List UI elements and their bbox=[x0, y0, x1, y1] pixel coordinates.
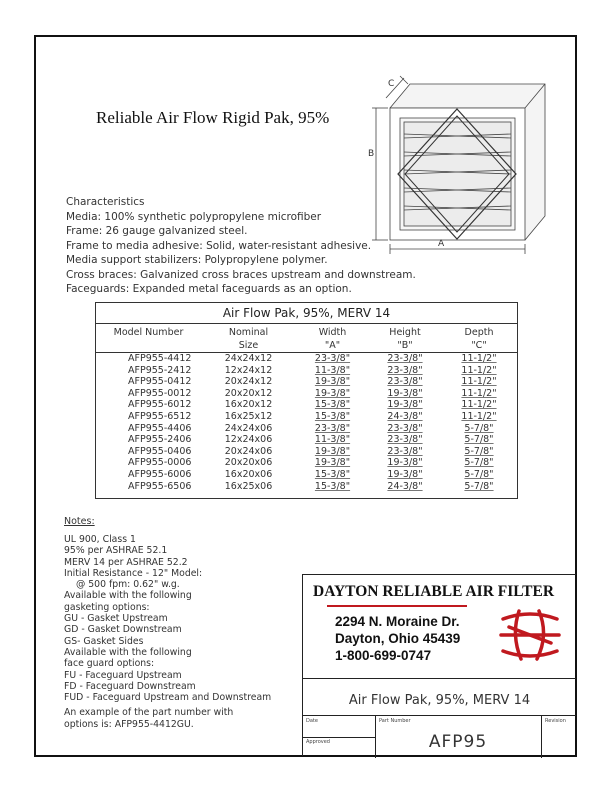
note-line: Available with the following bbox=[64, 646, 192, 658]
characteristic-line: Media: 100% synthetic polypropylene microfiber bbox=[66, 211, 322, 223]
table-row bbox=[96, 388, 517, 400]
table-cell: 16x25x12 bbox=[224, 410, 273, 422]
dim-label-a: A bbox=[438, 239, 445, 249]
table-row bbox=[96, 376, 517, 388]
table-row bbox=[96, 353, 517, 365]
note-line: Initial Resistance - 12" Model: bbox=[64, 567, 203, 579]
table-cell: AFP955-2406 bbox=[128, 434, 192, 446]
note-line: options is: AFP955-4412GU. bbox=[64, 718, 194, 730]
label-approved: Approved bbox=[306, 739, 330, 745]
table-cell: AFP955-0006 bbox=[128, 457, 192, 469]
table-cell: 24-3/8" bbox=[387, 480, 423, 492]
table-cell: AFP955-6006 bbox=[128, 468, 192, 480]
characteristic-line: Frame: 26 gauge galvanized steel. bbox=[66, 225, 248, 238]
table-row bbox=[96, 481, 517, 493]
notes-list bbox=[64, 534, 304, 730]
table-cell: 23-3/8" bbox=[387, 376, 423, 388]
note-line: @ 500 fpm: 0.62" w.g. bbox=[76, 579, 180, 591]
title-block-grid bbox=[303, 715, 576, 758]
characteristic-line: Frame to media adhesive: Solid, water-resistant adhesive. bbox=[66, 239, 372, 252]
header-depth: Depth "C" bbox=[464, 327, 494, 351]
table-cell: AFP955-6506 bbox=[128, 480, 192, 492]
table-cell: 15-3/8" bbox=[314, 480, 351, 492]
note-line: FD - Faceguard Downstream bbox=[64, 680, 196, 692]
table-cell: AFP955-0012 bbox=[128, 387, 192, 399]
address-street: 2294 N. Moraine Dr. bbox=[335, 614, 460, 629]
table-cell: 20x20x12 bbox=[224, 387, 273, 399]
table-cell: 12x24x12 bbox=[224, 364, 273, 376]
label-revision: Revision bbox=[545, 718, 566, 724]
table-cell: 23-3/8" bbox=[387, 445, 423, 457]
table-cell: 23-3/8" bbox=[387, 353, 423, 364]
table-cell: 23-3/8" bbox=[314, 422, 351, 434]
note-line: GU - Gasket Upstream bbox=[64, 613, 168, 625]
header-width: Width "A" bbox=[318, 327, 347, 351]
table-cell: 24x24x12 bbox=[224, 353, 273, 364]
table-cell: 24x24x06 bbox=[224, 422, 273, 434]
note-line: Available with the following bbox=[64, 590, 192, 602]
table-cell: AFP955-6512 bbox=[128, 410, 192, 422]
characteristic-line: Faceguards: Expanded metal faceguards as an option. bbox=[66, 283, 352, 296]
characteristic-line: Media support stabilizers: Polypropylene polymer. bbox=[66, 254, 328, 267]
table-cell: 23-3/8" bbox=[314, 353, 351, 364]
table-row bbox=[96, 446, 517, 458]
table-cell: 11-1/2" bbox=[461, 353, 497, 364]
table-cell: 20x20x06 bbox=[224, 457, 273, 469]
table-cell: 5-7/8" bbox=[464, 457, 494, 469]
table-cell: 19-3/8" bbox=[387, 387, 423, 399]
table-cell: 11-1/2" bbox=[461, 376, 497, 388]
table-row bbox=[96, 434, 517, 446]
table-cell: 19-3/8" bbox=[387, 457, 423, 469]
table-cell: 5-7/8" bbox=[464, 480, 494, 492]
table-cell: 5-7/8" bbox=[464, 422, 494, 434]
company-logo-icon bbox=[495, 605, 565, 665]
notes-heading: Notes: bbox=[64, 516, 95, 527]
note-line: 95% per ASHRAE 52.1 bbox=[64, 545, 168, 557]
table-cell: 11-3/8" bbox=[314, 364, 351, 376]
table-cell: 19-3/8" bbox=[387, 468, 423, 480]
note-line: MERV 14 per ASHRAE 52.2 bbox=[64, 556, 188, 568]
table-cell: 19-3/8" bbox=[314, 376, 351, 388]
table-cell: 16x20x06 bbox=[224, 468, 273, 480]
table-cell: AFP955-6012 bbox=[128, 399, 192, 411]
table-cell: 5-7/8" bbox=[464, 468, 494, 480]
note-line: FU - Faceguard Upstream bbox=[64, 669, 182, 681]
table-cell: 11-1/2" bbox=[461, 410, 497, 422]
table-cell: AFP955-0406 bbox=[128, 445, 192, 457]
spec-table-body bbox=[96, 353, 517, 492]
table-row bbox=[96, 365, 517, 377]
table-cell: 20x24x06 bbox=[224, 445, 273, 457]
table-cell: 19-3/8" bbox=[314, 387, 351, 399]
table-cell: 11-1/2" bbox=[461, 364, 497, 376]
table-cell: 11-1/2" bbox=[461, 387, 497, 399]
table-cell: 16x20x12 bbox=[224, 399, 273, 411]
note-line: GD - Gasket Downstream bbox=[64, 624, 182, 636]
table-cell: 23-3/8" bbox=[387, 434, 423, 446]
table-cell: 23-3/8" bbox=[387, 364, 423, 376]
dim-label-c: C bbox=[388, 79, 395, 89]
table-cell: 20x24x12 bbox=[224, 376, 273, 388]
spec-table-header bbox=[96, 324, 517, 353]
table-cell: 19-3/8" bbox=[314, 457, 351, 469]
table-cell: 19-3/8" bbox=[314, 445, 351, 457]
note-line: An example of the part number with bbox=[64, 707, 234, 719]
page-title: Reliable Air Flow Rigid Pak, 95% bbox=[96, 108, 330, 127]
label-part-number: Part Number bbox=[379, 718, 411, 724]
characteristics-heading: Characteristics bbox=[66, 196, 145, 208]
table-row bbox=[96, 411, 517, 423]
label-date: Date bbox=[306, 718, 318, 724]
characteristics-list bbox=[66, 210, 416, 296]
note-line: face guard options: bbox=[64, 658, 155, 670]
table-row bbox=[96, 423, 517, 435]
table-cell: AFP955-4406 bbox=[128, 422, 192, 434]
note-line: FUD - Faceguard Upstream and Downstream bbox=[64, 692, 272, 704]
table-cell: 11-1/2" bbox=[461, 399, 497, 411]
table-row bbox=[96, 457, 517, 469]
company-name: DAYTON RELIABLE AIR FILTER bbox=[313, 583, 555, 600]
company-address bbox=[335, 613, 460, 664]
table-cell: AFP955-0412 bbox=[128, 376, 192, 388]
table-cell: 23-3/8" bbox=[387, 422, 423, 434]
table-cell: 5-7/8" bbox=[464, 445, 494, 457]
phone-number: 1-800-699-0747 bbox=[335, 648, 432, 663]
table-cell: AFP955-4412 bbox=[128, 353, 192, 364]
table-cell: 15-3/8" bbox=[314, 468, 351, 480]
table-cell: 5-7/8" bbox=[464, 434, 494, 446]
table-row bbox=[96, 399, 517, 411]
part-number: AFP95 bbox=[428, 732, 488, 752]
table-cell: AFP955-2412 bbox=[128, 364, 192, 376]
note-line: UL 900, Class 1 bbox=[64, 534, 136, 545]
table-cell: 24-3/8" bbox=[387, 410, 423, 422]
header-nominal: Nominal Size bbox=[228, 327, 269, 351]
table-cell: 15-3/8" bbox=[314, 399, 351, 411]
spec-table-title: Air Flow Pak, 95%, MERV 14 bbox=[96, 303, 517, 324]
table-cell: 16x25x06 bbox=[224, 480, 273, 492]
title-block bbox=[302, 574, 576, 756]
header-height: Height "B" bbox=[389, 327, 421, 351]
table-cell: 15-3/8" bbox=[314, 410, 351, 422]
characteristic-line: Cross braces: Galvanized cross braces upstream and downstream. bbox=[66, 268, 416, 281]
accent-rule bbox=[327, 605, 467, 607]
dim-label-b: B bbox=[368, 149, 375, 159]
header-model: Model Number bbox=[113, 327, 184, 338]
table-cell: 11-3/8" bbox=[314, 434, 351, 446]
table-cell: 12x24x06 bbox=[224, 434, 273, 446]
drawing-subtitle: Air Flow Pak, 95%, MERV 14 bbox=[303, 678, 576, 716]
note-line: gasketing options: bbox=[64, 601, 150, 613]
table-cell: 19-3/8" bbox=[387, 399, 423, 411]
note-line: GS- Gasket Sides bbox=[64, 635, 144, 647]
spec-table bbox=[95, 302, 518, 499]
address-city: Dayton, Ohio 45439 bbox=[335, 631, 461, 646]
table-row bbox=[96, 469, 517, 481]
